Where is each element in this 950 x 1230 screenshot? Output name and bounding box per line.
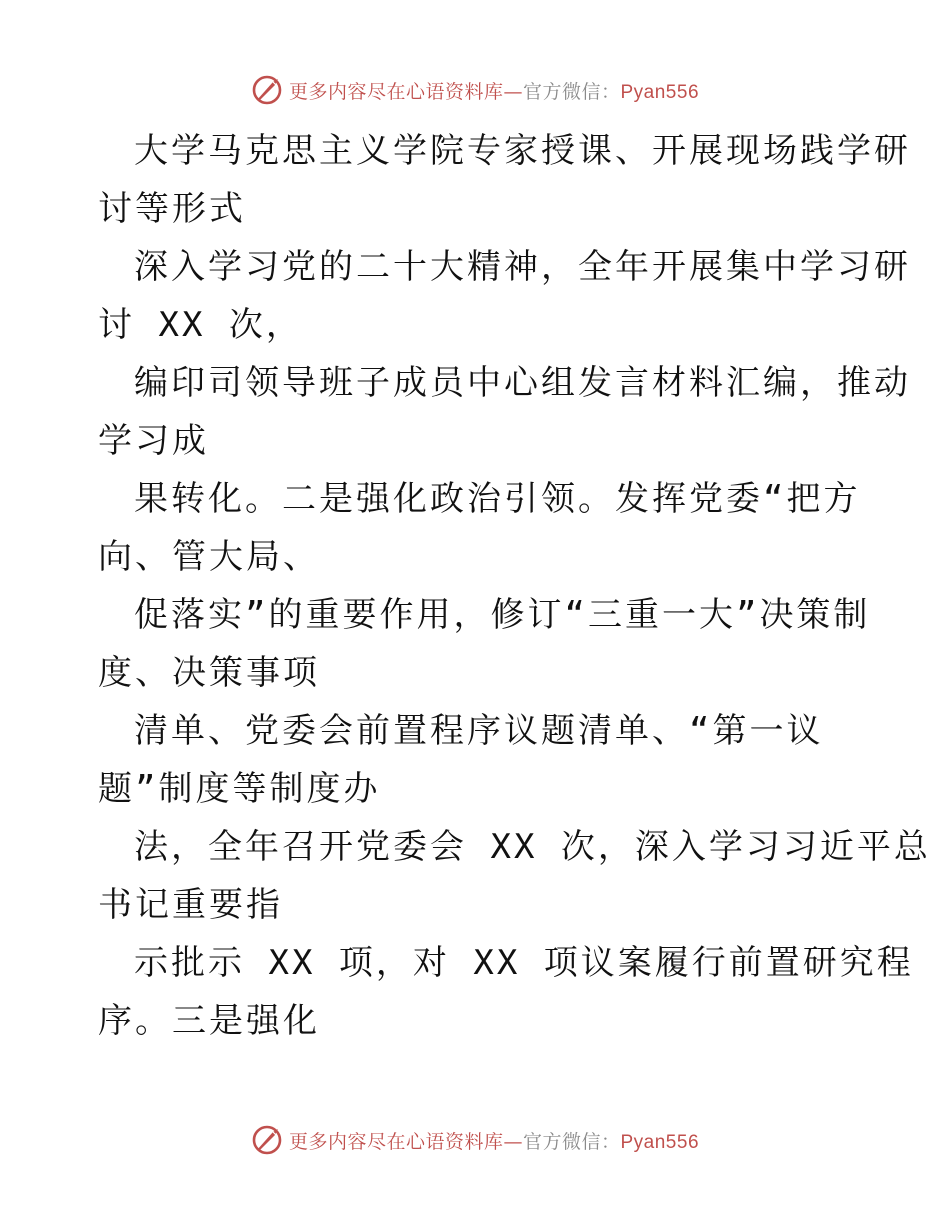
body-line: 讨等形式: [98, 189, 246, 229]
body-line: 大学马克思主义学院专家授课、开展现场践学研: [134, 131, 911, 171]
body-line: 编印司领导班子成员中心组发言材料汇编，推动: [134, 363, 911, 403]
body-line: 序。三是强化: [98, 1001, 320, 1041]
body-line: 清单、党委会前置程序议题清单、“第一议: [134, 711, 824, 751]
document-body: [98, 122, 931, 1050]
header-wechat-id: Pyan556: [620, 81, 700, 103]
body-line: 讨 XX 次，: [98, 305, 303, 345]
footer-banner: [0, 1120, 950, 1160]
header-banner: [0, 70, 950, 110]
footer-dash: —: [503, 1130, 523, 1153]
body-line: 促落实”的重要作用，修订“三重一大”决策制: [134, 595, 871, 635]
header-dash: —: [503, 80, 523, 103]
footer-banner-text: [289, 1127, 699, 1154]
quill-pen-circle-icon: [251, 73, 285, 107]
body-line: 学习成: [98, 421, 209, 461]
header-banner-text: [289, 77, 699, 104]
header-main-text: 更多内容尽在心语资料库: [288, 80, 504, 103]
header-label-text: 官方微信：: [522, 80, 621, 103]
quill-pen-circle-icon: [251, 1123, 285, 1157]
footer-main-text: 更多内容尽在心语资料库: [288, 1130, 504, 1153]
body-line: 法，全年召开党委会 XX 次，深入学习习近平总: [134, 827, 931, 867]
footer-wechat-id: Pyan556: [620, 1131, 700, 1153]
footer-label-text: 官方微信：: [522, 1130, 621, 1153]
body-line: 度、决策事项: [98, 653, 320, 693]
body-line: 向、管大局、: [98, 537, 320, 577]
body-line: 示批示 XX 项，对 XX 项议案履行前置研究程: [134, 943, 914, 983]
body-line: 深入学习党的二十大精神，全年开展集中学习研: [134, 247, 911, 287]
body-line: 书记重要指: [98, 885, 283, 925]
body-line: 题”制度等制度办: [98, 769, 381, 809]
body-line: 果转化。二是强化政治引领。发挥党委“把方: [134, 479, 861, 519]
